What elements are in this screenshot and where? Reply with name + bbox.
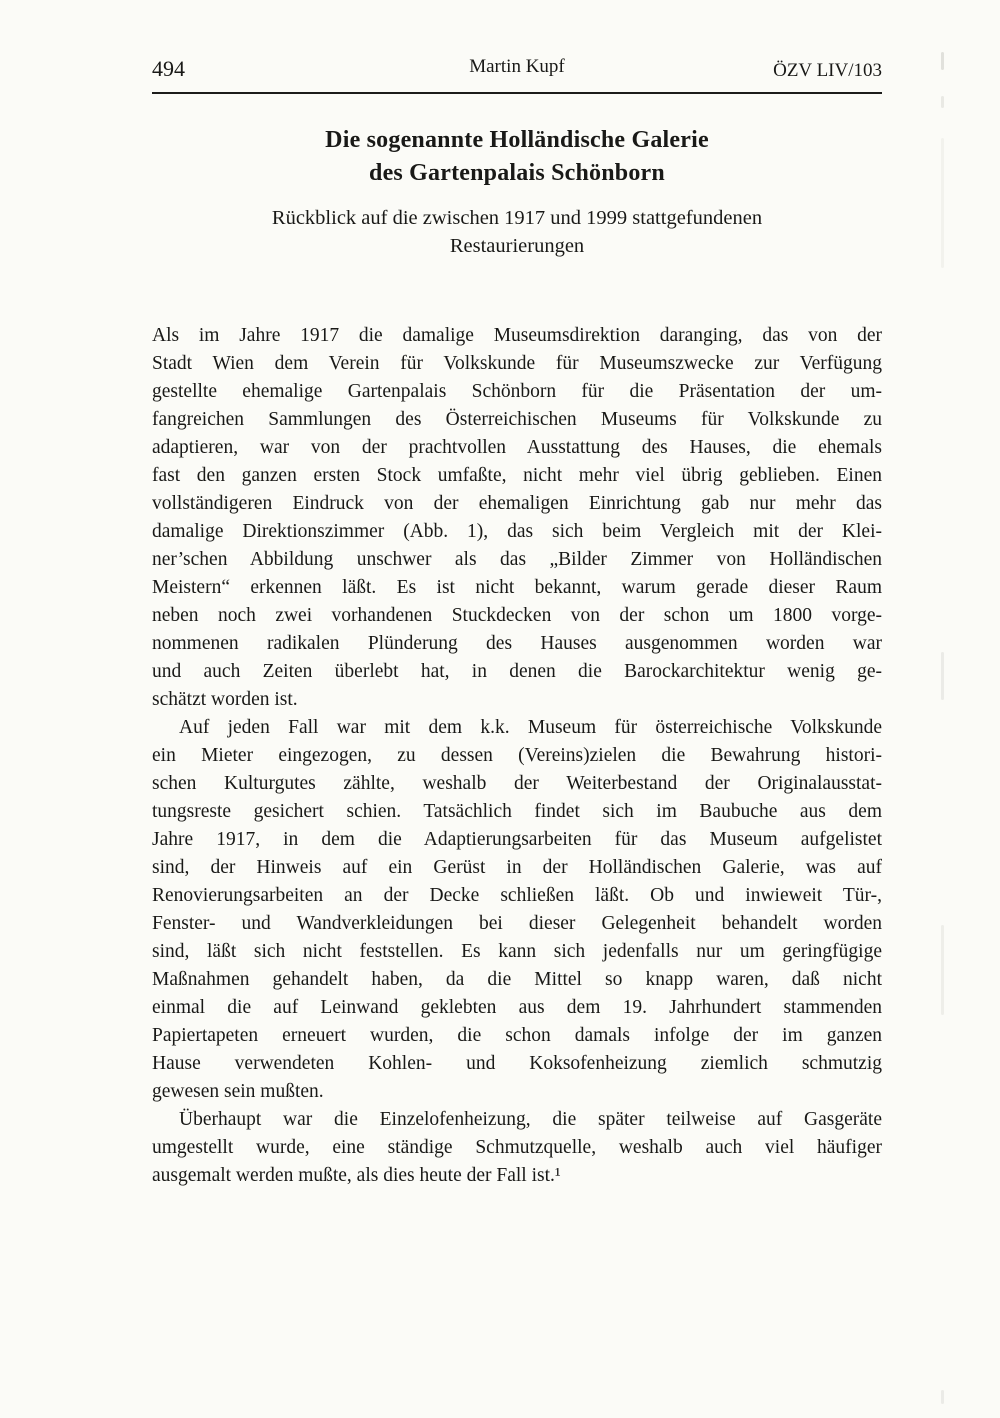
text-line: adaptieren, war von der prachtvollen Ausstattung des Hauses, die ehemals [152, 437, 882, 458]
article-subtitle [152, 204, 882, 260]
text-line: einmal die auf Leinwand geklebten aus dem 19. Jahrhundert stammenden [152, 997, 882, 1018]
text-line: ein Mieter eingezogen, zu dessen (Vereins)zielen die Bewahrung histori- [152, 745, 882, 766]
text-line: ausgemalt werden mußte, als dies heute der Fall ist.¹ [152, 1165, 561, 1186]
scan-artifact [941, 138, 944, 268]
article-title-line-1: Die sogenannte Holländische Galerie [325, 127, 709, 153]
header-rule [152, 92, 882, 94]
text-line: sind, der Hinweis auf ein Gerüst in der Holländischen Galerie, was auf [152, 857, 882, 878]
article-title-line-2: des Gartenpalais Schönborn [369, 160, 665, 186]
text-line: Auf jeden Fall war mit dem k.k. Museum für österreichische Volkskunde [179, 717, 882, 738]
running-head-author: Martin Kupf [469, 56, 565, 77]
scan-artifact [941, 96, 944, 108]
text-line: und auch Zeiten überlebt hat, in denen die Barockarchitektur wenig ge- [152, 661, 882, 682]
text-line: vollständigeren Eindruck von der ehemaligen Einrichtung gab nur mehr das [152, 493, 882, 514]
scan-artifact [941, 1390, 944, 1404]
text-line: tungsreste gesichert schien. Tatsächlich findet sich im Baubuche aus dem [152, 801, 882, 822]
text-line: schätzt worden ist. [152, 689, 298, 710]
text-block [152, 56, 882, 1190]
text-line: Maßnahmen gehandelt haben, da die Mittel so knapp waren, daß nicht [152, 969, 882, 990]
text-line: nommenen radikalen Plünderung des Hauses ausgenommen worden war [152, 633, 882, 654]
text-line: damalige Direktionszimmer (Abb. 1), das sich beim Vergleich mit der Klei- [152, 521, 882, 542]
scan-artifact [941, 52, 944, 70]
text-line: Als im Jahre 1917 die damalige Museumsdirektion daranging, das von der [152, 325, 882, 346]
text-line: Überhaupt war die Einzelofenheizung, die später teilweise auf Gasgeräte [179, 1109, 882, 1130]
body-paragraph [152, 1106, 882, 1190]
scan-artifact [941, 652, 944, 700]
text-line: Fenster- und Wandverkleidungen bei dieser Gelegenheit behandelt worden [152, 913, 882, 934]
body-paragraph [152, 322, 882, 714]
text-line: schen Kulturgutes zählte, weshalb der Weiterbestand der Originalausstat- [152, 773, 882, 794]
running-head [152, 56, 882, 84]
text-line: Meistern“ erkennen läßt. Es ist nicht bekannt, warum gerade dieser Raum [152, 577, 882, 598]
text-line: neben noch zwei vorhandenen Stuckdecken von der schon um 1800 vorge- [152, 605, 882, 626]
text-line: umgestellt wurde, eine ständige Schmutzquelle, weshalb auch viel häufiger [152, 1137, 882, 1158]
article-body [152, 322, 882, 1190]
text-line: gestellte ehemalige Gartenpalais Schönborn für die Präsentation der um- [152, 381, 882, 402]
text-line: Hause verwendeten Kohlen- und Koksofenheizung ziemlich schmutzig [152, 1053, 882, 1074]
page-number: 494 [152, 56, 185, 81]
article-subtitle-line-2: Restaurierungen [449, 235, 585, 257]
text-line: sind, läßt sich nicht feststellen. Es kann sich jedenfalls nur um geringfügige [152, 941, 882, 962]
text-line: Jahre 1917, in dem die Adaptierungsarbeiten für das Museum aufgelistet [152, 829, 882, 850]
text-line: gewesen sein mußten. [152, 1081, 324, 1102]
journal-reference: ÖZV LIV/103 [773, 60, 882, 81]
text-line: Renovierungsarbeiten an der Decke schließen läßt. Ob und inwieweit Tür-, [152, 885, 882, 906]
article-subtitle-line-1: Rückblick auf die zwischen 1917 und 1999 stattgefundenen [271, 207, 763, 229]
body-paragraph [152, 714, 882, 1106]
text-line: Papiertapeten erneuert wurden, die schon damals infolge der im ganzen [152, 1025, 882, 1046]
text-line: ner’schen Abbildung unschwer als das „Bilder Zimmer von Holländischen [152, 549, 882, 570]
text-line: Stadt Wien dem Verein für Volkskunde für Museumszwecke zur Verfügung [152, 353, 882, 374]
text-line: fangreichen Sammlungen des Österreichischen Museums für Volkskunde zu [152, 409, 882, 430]
article-title [152, 124, 882, 190]
scan-artifact [941, 925, 944, 1015]
text-line: fast den ganzen ersten Stock umfaßte, nicht mehr viel übrig geblieben. Einen [152, 465, 882, 486]
